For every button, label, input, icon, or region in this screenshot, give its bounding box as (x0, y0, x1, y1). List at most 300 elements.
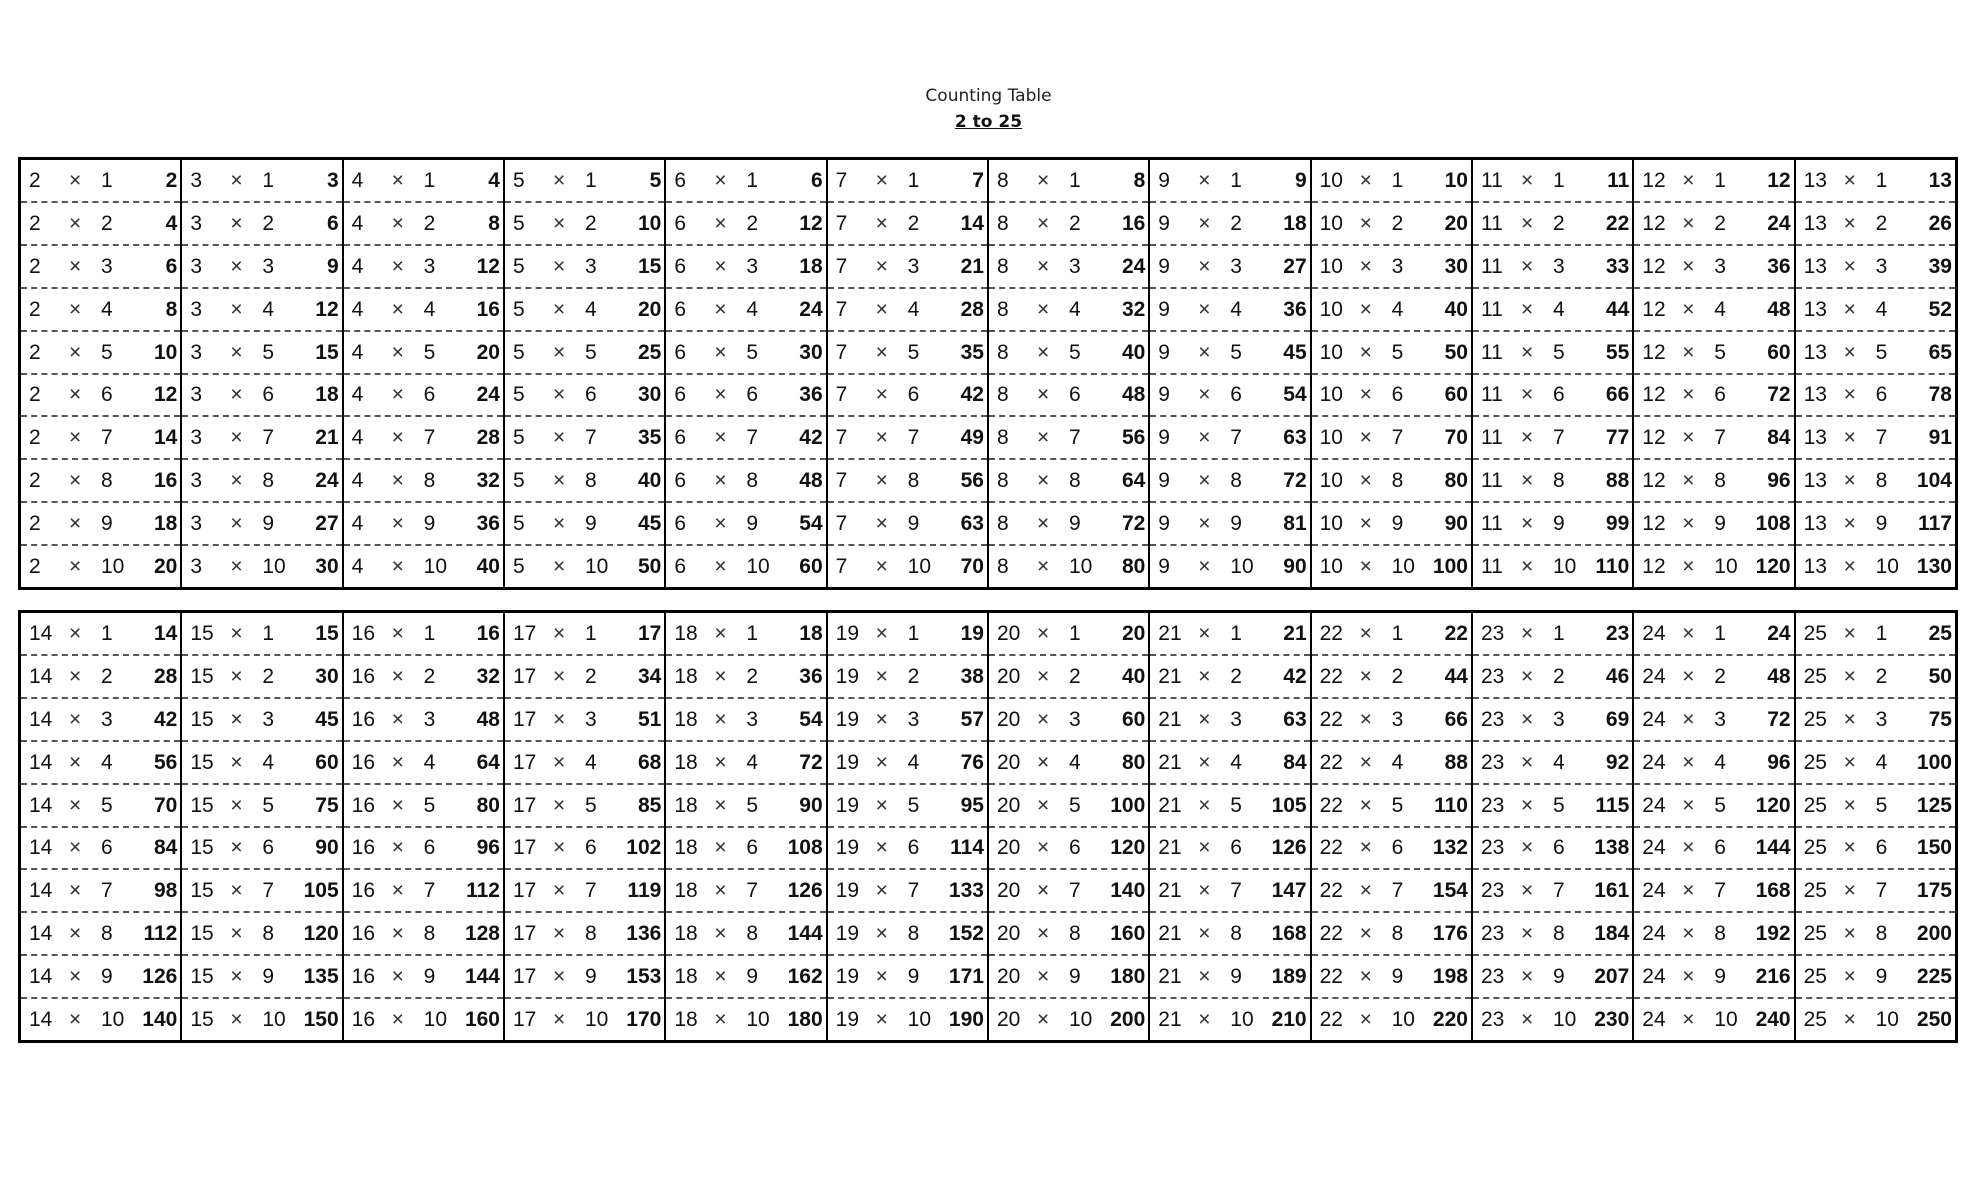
times-sign: × (69, 254, 82, 278)
times-sign: × (1843, 664, 1856, 688)
table-row (666, 160, 825, 203)
table-row (989, 503, 1148, 546)
times-sign: × (552, 707, 566, 731)
times-sign: × (714, 168, 727, 192)
multiplicand: 17 (512, 1008, 537, 1032)
product: 144 (787, 922, 823, 946)
multiplicand: 17 (512, 707, 537, 731)
product: 35 (637, 426, 662, 450)
table-row (182, 375, 341, 418)
multiplicand: 13 (1803, 254, 1827, 278)
times-sign: × (1036, 254, 1050, 278)
times-table-column-14 (21, 613, 182, 1040)
multiplicand: 23 (1480, 793, 1505, 817)
times-sign: × (391, 426, 404, 450)
multiplier: 2 (746, 664, 758, 688)
times-sign: × (1520, 664, 1534, 688)
multiplier: 4 (1875, 750, 1888, 774)
multiplier: 2 (1714, 664, 1726, 688)
multiplicand: 24 (1642, 836, 1666, 860)
multiplicand: 11 (1480, 555, 1503, 579)
multiplicand: 14 (29, 707, 53, 731)
multiplicand: 2 (29, 426, 41, 450)
multiplier: 2 (1552, 664, 1565, 688)
times-sign: × (1198, 254, 1211, 278)
multiplier: 9 (262, 512, 275, 536)
times-sign: × (391, 469, 404, 493)
times-sign: × (552, 621, 566, 645)
times-sign: × (1843, 383, 1856, 407)
multiplicand: 18 (674, 621, 698, 645)
multiplier: 3 (1714, 707, 1726, 731)
multiplier: 3 (1391, 707, 1404, 731)
times-sign: × (230, 383, 243, 407)
product: 220 (1432, 1008, 1468, 1032)
multiplier: 4 (1230, 750, 1242, 774)
multiplier: 4 (1391, 750, 1404, 774)
table-row (666, 913, 825, 956)
multiplicand: 20 (996, 879, 1021, 903)
multiplicand: 25 (1803, 922, 1827, 946)
product: 104 (1916, 469, 1952, 493)
multiplier: 10 (1714, 1008, 1738, 1032)
times-sign: × (230, 1008, 243, 1032)
times-table-column-9 (1150, 160, 1311, 587)
times-sign: × (714, 383, 727, 407)
times-sign: × (875, 922, 888, 946)
times-sign: × (1198, 836, 1211, 860)
product: 66 (1605, 383, 1630, 407)
multiplier: 1 (1391, 621, 1404, 645)
multiplier: 3 (1875, 707, 1888, 731)
product: 92 (1605, 750, 1630, 774)
multiplicand: 18 (674, 664, 698, 688)
multiplier: 5 (1714, 793, 1726, 817)
multiplicand: 8 (996, 211, 1009, 235)
multiplicand: 10 (1319, 168, 1343, 192)
multiplicand: 16 (351, 750, 376, 774)
multiplicand: 6 (674, 297, 686, 321)
multiplicand: 9 (1158, 555, 1170, 579)
product: 126 (142, 965, 178, 989)
times-sign: × (714, 793, 727, 817)
table-row (828, 546, 987, 587)
multiplicand: 3 (190, 383, 203, 407)
product: 12 (799, 211, 823, 235)
product: 76 (960, 750, 984, 774)
table-row (21, 742, 180, 785)
table-row (1796, 203, 1955, 246)
table-row (1150, 613, 1309, 656)
product: 180 (1110, 965, 1146, 989)
times-sign: × (1198, 621, 1211, 645)
table-row (828, 613, 987, 656)
multiplicand: 7 (835, 426, 848, 450)
product: 56 (1121, 426, 1146, 450)
multiplier: 10 (262, 555, 286, 579)
multiplicand: 24 (1642, 707, 1666, 731)
product: 30 (315, 555, 339, 579)
table-row (1634, 460, 1793, 503)
multiplier: 2 (1230, 211, 1242, 235)
multiplicand: 7 (835, 297, 848, 321)
table-row (21, 956, 180, 999)
times-sign: × (714, 512, 727, 536)
product: 225 (1916, 965, 1952, 989)
multiplier: 7 (1714, 426, 1726, 450)
table-row (1634, 246, 1793, 289)
multiplier: 8 (1391, 922, 1404, 946)
table-row (182, 870, 341, 913)
table-row (1150, 417, 1309, 460)
times-sign: × (1359, 340, 1372, 364)
multiplicand: 3 (190, 211, 203, 235)
times-sign: × (1843, 965, 1856, 989)
multiplicand: 25 (1803, 664, 1827, 688)
table-row (666, 785, 825, 828)
multiplicand: 14 (29, 1008, 53, 1032)
product: 75 (1928, 707, 1952, 731)
times-sign: × (391, 793, 404, 817)
multiplier: 4 (584, 750, 597, 774)
multiplicand: 9 (1158, 512, 1170, 536)
multiplier: 6 (584, 383, 597, 407)
times-sign: × (1682, 469, 1695, 493)
multiplicand: 10 (1319, 555, 1343, 579)
multiplier: 2 (1391, 211, 1404, 235)
multiplier: 3 (101, 707, 113, 731)
table-row (1634, 160, 1793, 203)
times-table-column-18 (666, 613, 827, 1040)
multiplier: 8 (907, 469, 920, 493)
multiplicand: 24 (1642, 793, 1666, 817)
table-row (1473, 913, 1632, 956)
multiplicand: 9 (1158, 469, 1170, 493)
table-row (344, 417, 503, 460)
times-sign: × (1198, 922, 1211, 946)
table-row (505, 546, 664, 587)
times-sign: × (552, 297, 566, 321)
times-sign: × (1359, 664, 1372, 688)
times-sign: × (69, 793, 82, 817)
product: 70 (153, 793, 178, 817)
multiplier: 3 (746, 254, 758, 278)
product: 80 (1121, 750, 1146, 774)
multiplier: 8 (907, 922, 920, 946)
multiplicand: 25 (1803, 750, 1827, 774)
product: 26 (1928, 211, 1952, 235)
multiplier: 10 (1230, 1008, 1254, 1032)
multiplier: 1 (101, 621, 113, 645)
product: 27 (1283, 254, 1307, 278)
times-sign: × (1520, 836, 1534, 860)
table-row (1796, 956, 1955, 999)
table-row (1312, 785, 1471, 828)
times-sign: × (1682, 965, 1695, 989)
table-row (1634, 375, 1793, 418)
times-sign: × (1359, 254, 1372, 278)
multiplicand: 5 (512, 297, 525, 321)
multiplicand: 20 (996, 664, 1021, 688)
table-row (1312, 656, 1471, 699)
multiplier: 5 (423, 793, 436, 817)
multiplicand: 11 (1480, 383, 1503, 407)
product: 50 (637, 555, 662, 579)
times-sign: × (1198, 426, 1211, 450)
multiplier: 9 (1714, 965, 1726, 989)
product: 171 (948, 965, 984, 989)
product: 65 (1928, 340, 1952, 364)
multiplier: 5 (1068, 793, 1081, 817)
times-sign: × (552, 922, 566, 946)
multiplier: 5 (101, 793, 113, 817)
product: 102 (626, 836, 662, 860)
times-table-column-17 (505, 613, 666, 1040)
times-sign: × (1520, 469, 1534, 493)
times-sign: × (1036, 383, 1050, 407)
table-row (1634, 742, 1793, 785)
table-row (1150, 503, 1309, 546)
product: 138 (1594, 836, 1630, 860)
multiplicand: 5 (512, 469, 525, 493)
table-row (989, 203, 1148, 246)
table-row (182, 203, 341, 246)
multiplicand: 12 (1642, 426, 1666, 450)
times-sign: × (1359, 168, 1372, 192)
table-row (182, 742, 341, 785)
multiplicand: 7 (835, 254, 848, 278)
table-row (1796, 289, 1955, 332)
multiplier: 3 (262, 254, 275, 278)
table-row (989, 956, 1148, 999)
table-row (1150, 460, 1309, 503)
product: 42 (960, 383, 984, 407)
times-sign: × (1036, 297, 1050, 321)
product: 24 (799, 297, 823, 321)
times-sign: × (875, 879, 888, 903)
table-row (666, 699, 825, 742)
times-sign: × (1036, 426, 1050, 450)
table-row (21, 828, 180, 871)
multiplier: 9 (423, 965, 436, 989)
times-sign: × (875, 836, 888, 860)
multiplicand: 12 (1642, 383, 1666, 407)
multiplier: 2 (907, 664, 920, 688)
multiplier: 7 (423, 879, 436, 903)
product: 175 (1916, 879, 1952, 903)
times-table-column-8 (989, 160, 1150, 587)
table-row (989, 613, 1148, 656)
table-row (1634, 613, 1793, 656)
multiplicand: 18 (674, 879, 698, 903)
product: 32 (476, 469, 500, 493)
product: 140 (1110, 879, 1146, 903)
multiplier: 8 (262, 922, 275, 946)
multiplicand: 17 (512, 879, 537, 903)
multiplicand: 23 (1480, 707, 1505, 731)
multiplicand: 22 (1319, 965, 1343, 989)
product: 98 (153, 879, 178, 903)
product: 20 (1444, 211, 1468, 235)
product: 69 (1605, 707, 1630, 731)
product: 80 (476, 793, 500, 817)
multiplier: 9 (1552, 965, 1565, 989)
product: 180 (787, 1008, 823, 1032)
times-sign: × (875, 383, 888, 407)
product: 96 (1767, 469, 1791, 493)
times-sign: × (714, 426, 727, 450)
product: 63 (960, 512, 984, 536)
multiplicand: 19 (835, 750, 859, 774)
multiplier: 5 (907, 340, 920, 364)
multiplicand: 25 (1803, 836, 1827, 860)
times-sign: × (1520, 922, 1534, 946)
multiplier: 6 (1552, 836, 1565, 860)
times-table-column-23 (1473, 613, 1634, 1040)
multiplicand: 23 (1480, 750, 1505, 774)
multiplier: 6 (584, 836, 597, 860)
multiplicand: 10 (1319, 469, 1343, 493)
multiplier: 10 (907, 555, 931, 579)
product: 8 (1133, 168, 1146, 192)
times-sign: × (1843, 211, 1856, 235)
times-sign: × (69, 664, 82, 688)
times-table-column-24 (1634, 613, 1795, 1040)
multiplier: 2 (262, 664, 275, 688)
multiplicand: 4 (351, 512, 364, 536)
times-sign: × (1843, 469, 1856, 493)
product: 44 (1444, 664, 1468, 688)
multiplicand: 13 (1803, 297, 1827, 321)
product: 24 (1121, 254, 1146, 278)
multiplicand: 3 (190, 512, 203, 536)
table-row (1634, 913, 1793, 956)
multiplier: 10 (1068, 1008, 1093, 1032)
product: 48 (799, 469, 823, 493)
multiplicand: 15 (190, 707, 214, 731)
table-row (1150, 375, 1309, 418)
product: 5 (649, 168, 662, 192)
times-sign: × (1359, 555, 1372, 579)
times-sign: × (875, 168, 888, 192)
times-sign: × (714, 879, 727, 903)
times-sign: × (1198, 512, 1211, 536)
multiplicand: 4 (351, 168, 364, 192)
product: 77 (1605, 426, 1630, 450)
times-sign: × (552, 836, 566, 860)
multiplier: 1 (584, 168, 597, 192)
multiplier: 3 (423, 707, 436, 731)
multiplier: 2 (1068, 664, 1081, 688)
multiplier: 7 (584, 879, 597, 903)
times-sign: × (714, 340, 727, 364)
multiplicand: 15 (190, 1008, 214, 1032)
product: 46 (1605, 664, 1630, 688)
product: 100 (1916, 750, 1952, 774)
multiplicand: 23 (1480, 879, 1505, 903)
multiplicand: 12 (1642, 340, 1666, 364)
table-row (344, 203, 503, 246)
multiplier: 3 (423, 254, 436, 278)
times-table-column-7 (828, 160, 989, 587)
multiplier: 1 (1230, 621, 1242, 645)
product: 91 (1928, 426, 1952, 450)
multiplicand: 2 (29, 383, 41, 407)
table-row (344, 870, 503, 913)
multiplier: 10 (1068, 555, 1093, 579)
table-row (344, 699, 503, 742)
product: 18 (1283, 211, 1307, 235)
times-sign: × (1198, 965, 1211, 989)
table-row (1634, 870, 1793, 913)
multiplier: 6 (1068, 383, 1081, 407)
product: 16 (476, 621, 500, 645)
multiplicand: 13 (1803, 555, 1827, 579)
multiplicand: 10 (1319, 340, 1343, 364)
multiplicand: 18 (674, 793, 698, 817)
multiplicand: 8 (996, 555, 1009, 579)
table-row (1150, 956, 1309, 999)
times-sign: × (714, 469, 727, 493)
times-sign: × (1843, 836, 1856, 860)
multiplier: 1 (1230, 168, 1242, 192)
multiplier: 10 (101, 1008, 125, 1032)
table-row (1473, 375, 1632, 418)
product: 192 (1755, 922, 1791, 946)
product: 60 (1444, 383, 1468, 407)
product: 4 (165, 211, 178, 235)
table-row (666, 460, 825, 503)
product: 22 (1444, 621, 1468, 645)
multiplicand: 3 (190, 469, 203, 493)
product: 6 (165, 254, 178, 278)
times-sign: × (1359, 965, 1372, 989)
multiplier: 6 (423, 836, 436, 860)
table-row (828, 417, 987, 460)
times-sign: × (552, 965, 566, 989)
times-sign: × (1036, 965, 1050, 989)
times-sign: × (1036, 340, 1050, 364)
multiplier: 5 (584, 340, 597, 364)
multiplier: 5 (746, 340, 758, 364)
multiplier: 8 (262, 469, 275, 493)
times-sign: × (1843, 922, 1856, 946)
times-sign: × (230, 254, 243, 278)
table-row (182, 999, 341, 1040)
times-table-column-25 (1796, 613, 1955, 1040)
product: 24 (1767, 621, 1791, 645)
table-row (344, 828, 503, 871)
multiplier: 9 (262, 965, 275, 989)
multiplier: 8 (1714, 922, 1726, 946)
multiplier: 2 (907, 211, 920, 235)
times-sign: × (230, 340, 243, 364)
multiplier: 4 (907, 750, 920, 774)
multiplier: 9 (746, 965, 758, 989)
multiplicand: 19 (835, 707, 859, 731)
product: 90 (315, 836, 339, 860)
multiplier: 10 (423, 1008, 448, 1032)
product: 250 (1916, 1008, 1952, 1032)
product: 81 (1283, 512, 1307, 536)
table-row (666, 503, 825, 546)
product: 7 (972, 168, 984, 192)
table-row (1150, 160, 1309, 203)
product: 48 (1767, 297, 1791, 321)
times-sign: × (1682, 555, 1695, 579)
product: 154 (1432, 879, 1468, 903)
multiplicand: 6 (674, 340, 686, 364)
